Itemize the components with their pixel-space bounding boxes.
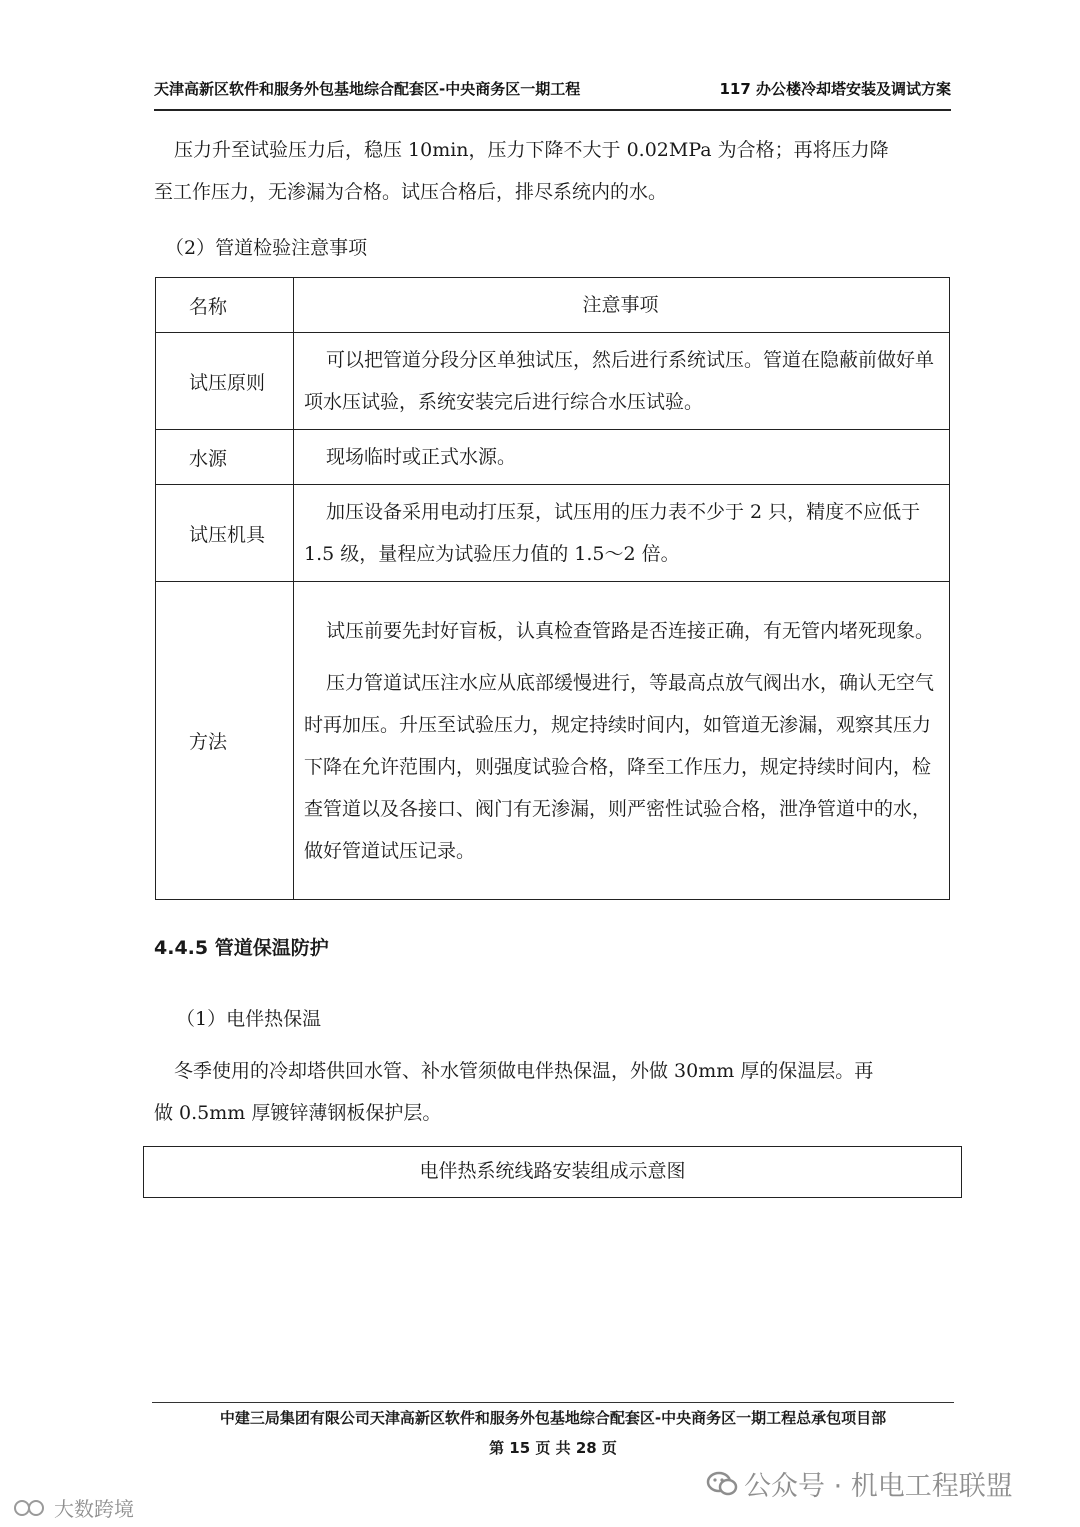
subheading-electric-heat-tracing: （1）电伴热保温 (176, 1008, 322, 1030)
table-row (156, 430, 950, 485)
logo-icon (12, 1497, 50, 1524)
row-notes (294, 582, 950, 900)
row-name: 方法 (156, 582, 294, 900)
row-name: 试压机具 (156, 485, 294, 582)
row-name: 试压原则 (156, 333, 294, 430)
figure-caption: 电伴热系统线路安装组成示意图 (143, 1146, 962, 1198)
inspection-notes-table (155, 277, 950, 900)
footer-organization: 中建三局集团有限公司天津高新区软件和服务外包基地综合配套区-中央商务区一期工程总承包项目部 (219, 1409, 887, 1427)
paragraph-line: 压力升至试验压力后，稳压 10min，压力下降不大于 0.02MPa 为合格；再将压力降 (174, 139, 889, 161)
pressure-test-paragraph (154, 129, 974, 213)
table-row (156, 485, 950, 582)
paragraph-line: 冬季使用的冷却塔供回水管、补水管须做电伴热保温，外做 30mm 厚的保温层。再 (174, 1060, 874, 1082)
footer-page-number: 第 15 页 共 28 页 (489, 1439, 617, 1457)
header-divider (154, 109, 951, 111)
row-notes (294, 430, 950, 485)
table-row (156, 582, 950, 900)
row-name: 水源 (156, 430, 294, 485)
row-note-paragraph: 加压设备采用电动打压泵，试压用的压力表不少于 2 只，精度不应低于 1.5 级，量程应为试验压力值的 1.5～2 倍。 (304, 501, 921, 565)
row-note-paragraph: 试压前要先封好盲板，认真检查管路是否连接正确，有无管内堵死现象。 (326, 619, 935, 642)
column-header-notes: 注意事项 (294, 278, 950, 333)
paragraph-line: 做 0.5mm 厚镀锌薄钢板保护层。 (154, 1102, 442, 1124)
corner-watermark (12, 1493, 134, 1524)
header-project-title: 天津高新区软件和服务外包基地综合配套区-中央商务区一期工程 (154, 80, 581, 98)
table-row (156, 333, 950, 430)
insulation-paragraph (154, 1050, 974, 1134)
wechat-icon (706, 1470, 738, 1505)
row-note-paragraph: 压力管道试压注水应从底部缓慢进行，等最高点放气阀出水，确认无空气时再加压。升压至试验压力，规定持续时间内，如管道无渗漏，观察其压力下降在允许范围内，则强度试验合格，降至工作压力，规定持续时间内，检查管道以及各接口、阀门有无渗漏，则严密性试验合格，泄净管道中的水，做好管道试压记录。 (304, 671, 935, 862)
row-note-paragraph: 现场临时或正式水源。 (326, 446, 517, 468)
footer-divider (152, 1402, 954, 1403)
corner-watermark-text: 大数跨境 (54, 1497, 134, 1521)
table-header-row (156, 278, 950, 333)
header-document-title: 117 办公楼冷却塔安装及调试方案 (719, 80, 951, 98)
wechat-watermark (706, 1464, 1013, 1505)
row-note-paragraph: 可以把管道分段分区单独试压，然后进行系统试压。管道在隐蔽前做好单项水压试验，系统安装完后进行综合水压试验。 (304, 349, 935, 413)
column-header-name: 名称 (156, 278, 294, 333)
section-title: 4.4.5 管道保温防护 (154, 937, 329, 959)
paragraph-line: 至工作压力，无渗漏为合格。试压合格后，排尽系统内的水。 (154, 181, 668, 203)
subheading-inspection-notes: （2）管道检验注意事项 (165, 237, 368, 259)
row-notes (294, 485, 950, 582)
row-notes (294, 333, 950, 430)
wechat-watermark-text: 公众号 · 机电工程联盟 (744, 1471, 1013, 1502)
